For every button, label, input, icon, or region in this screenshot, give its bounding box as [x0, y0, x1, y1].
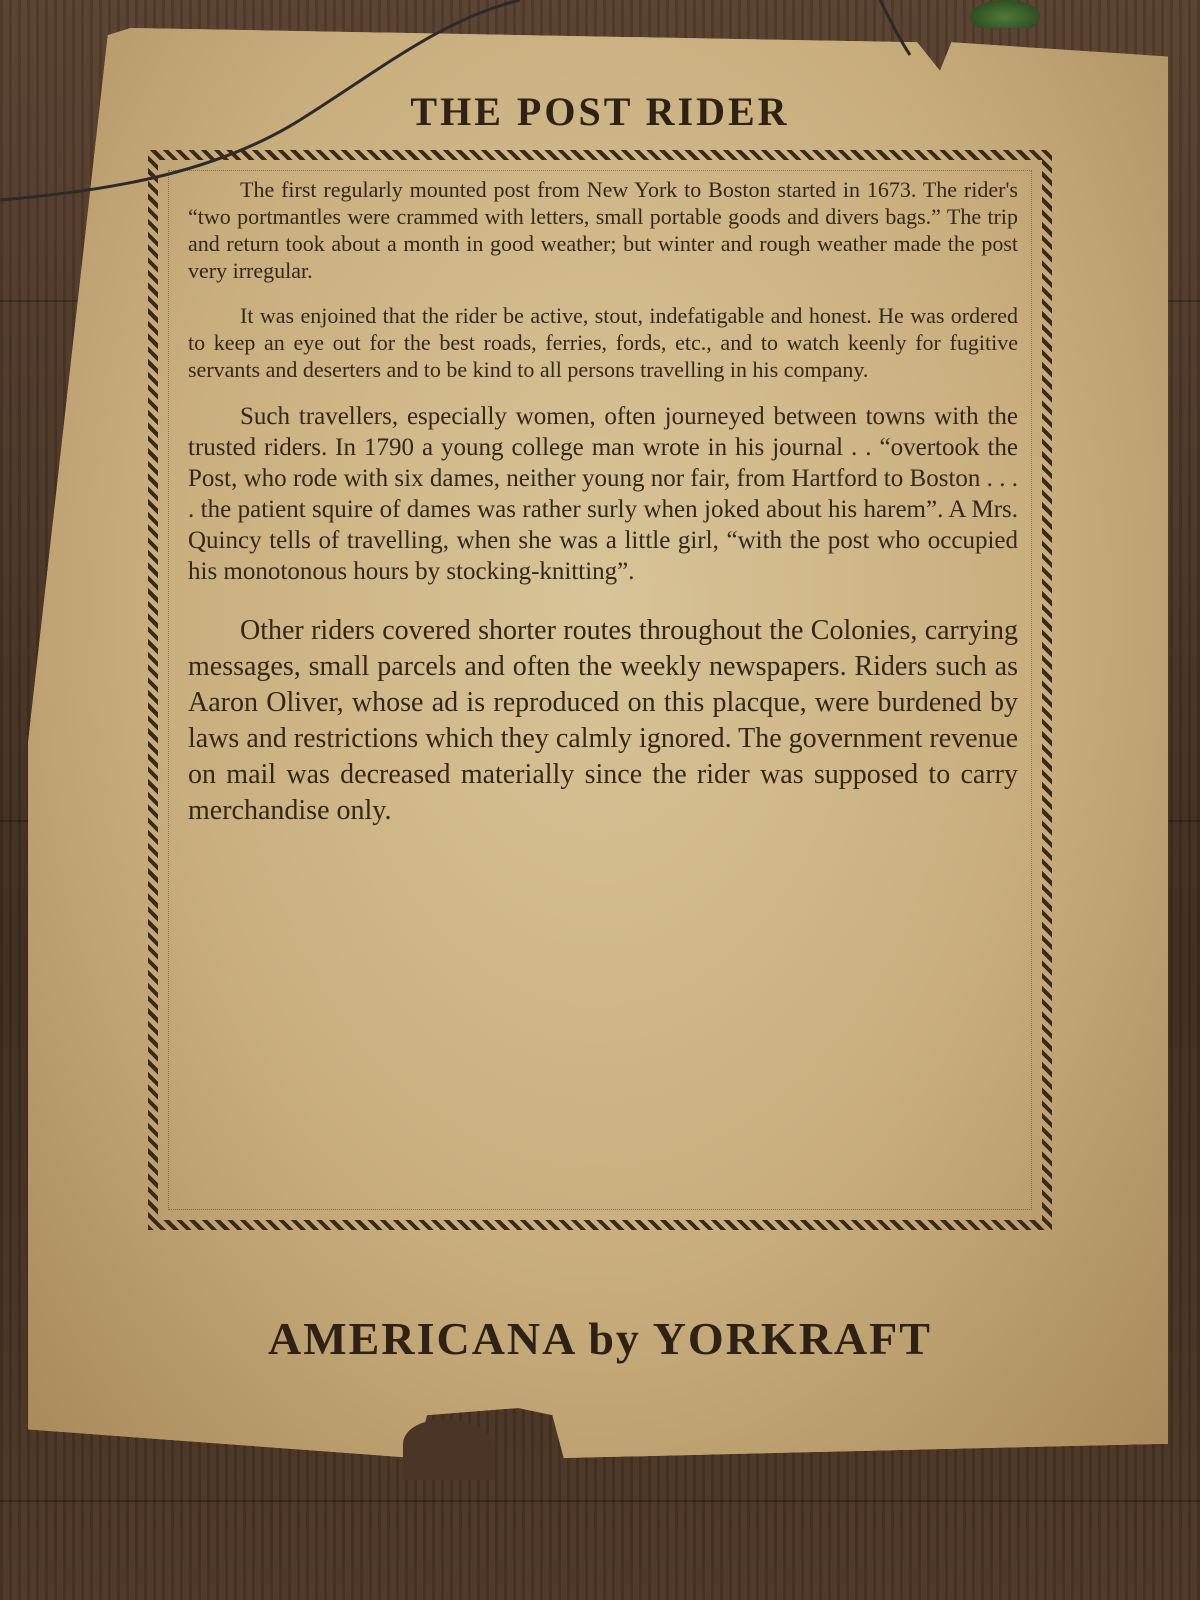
brand-footer: AMERICANA by YORKRAFT — [268, 1313, 932, 1364]
document-title: THE POST RIDER — [410, 89, 790, 134]
paragraph-2: It was enjoined that the rider be active, stout, indefatigable and honest. He was ordered to keep an eye out for the best roads, ferries, fords, etc., and to watch keenly for fugitive servants and deserters and to be kind to all persons travelling in his company. — [188, 303, 1018, 382]
wood-grain-line — [0, 1500, 1200, 1502]
torn-edge — [403, 1420, 495, 1480]
body-text — [188, 176, 1018, 847]
paragraph-3: Such travellers, especially women, often journeyed between towns with the trusted riders. In 1790 a young college man wrote in his journal . . “overtook the Post, who rode with six dames, neither young nor fair, from Hartford to Boston . . . . the patient squire of dames was rather surly when joked about his harem”. A Mrs. Quincy tells of travelling, when she was a little girl, “with the post who occupied his monotonous hours by stocking-knitting”. — [188, 403, 1018, 585]
leaf-decoration — [970, 0, 1040, 28]
paragraph-4: Other riders covered shorter routes throughout the Colonies, carrying messages, small parcels and often the weekly newspapers. Riders such as Aaron Oliver, whose ad is reproduced on this placque, were burdened by laws and restrictions which they calmly ignored. The government revenue on mail was decreased materially since the rider was supposed to carry merchandise only. — [188, 615, 1018, 826]
paragraph-1: The first regularly mounted post from New York to Boston started in 1673. The rider's “two portmantles were crammed with letters, small portable goods and divers bags.” The trip and return took about a month in good weather; but winter and rough weather made the post very irregular. — [188, 177, 1018, 283]
